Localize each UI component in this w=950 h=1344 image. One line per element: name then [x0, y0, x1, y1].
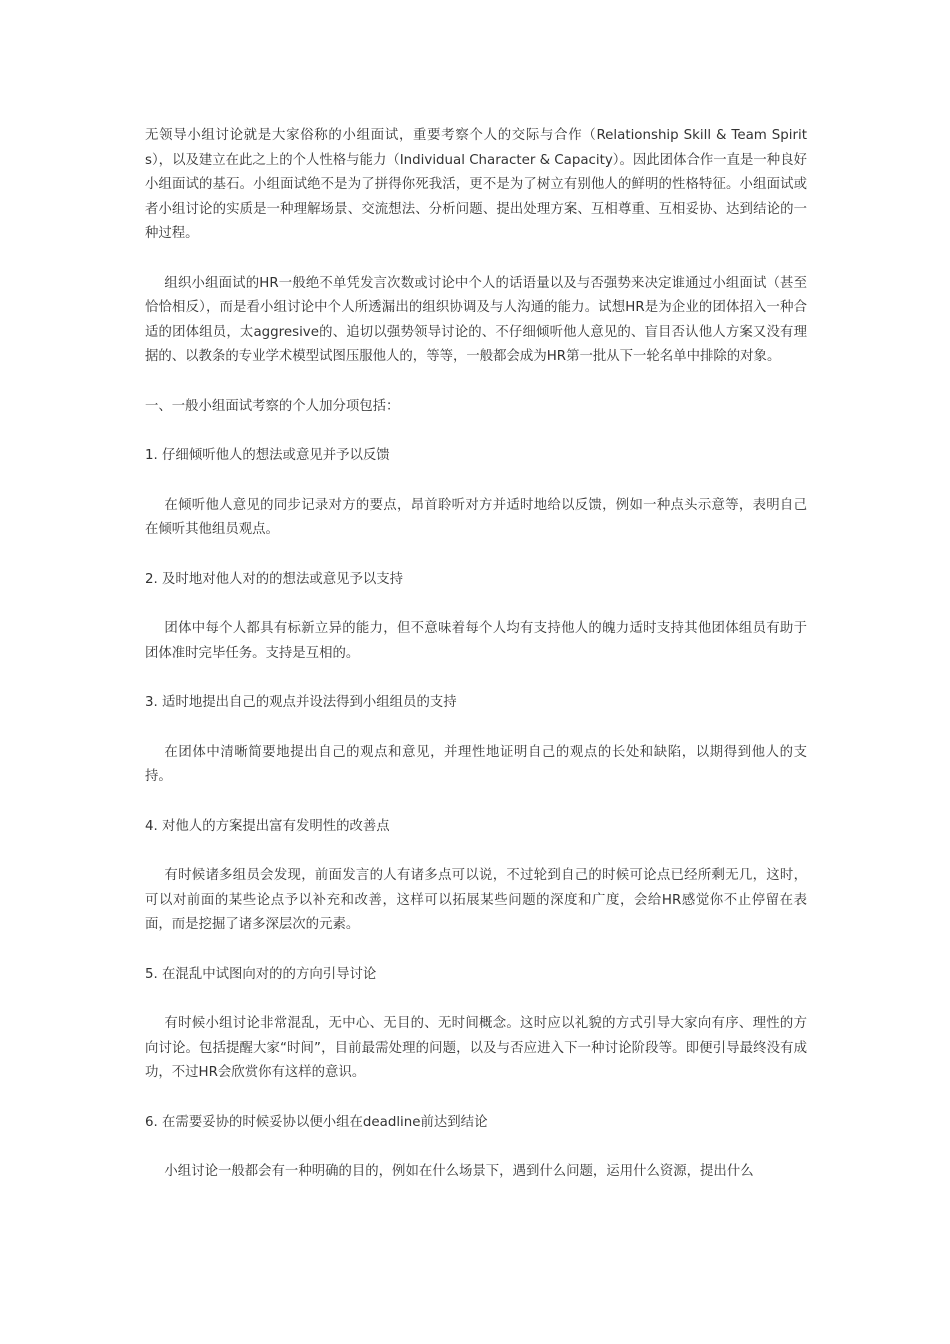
item-3-body: 在团体中清晰简要地提出自己的观点和意见，并理性地证明自己的观点的长处和缺陷，以期得到他人的支持。	[145, 744, 807, 784]
item-5-title: 5. 在混乱中试图向对的的方向引导讨论	[145, 966, 377, 982]
item-2-title: 2. 及时地对他人对的的想法或意见予以支持	[145, 571, 404, 587]
item-5-body: 有时候小组讨论非常混乱，无中心、无目的、无时间概念。这时应以礼貌的方式引导大家向有序、理性的方向讨论。包括提醒大家“时间”，目前最需处理的问题，以及与否应进入下一种讨论阶段等。即便引导最终没有成功，不过HR会欣赏你有这样的意识。	[145, 1016, 807, 1080]
item-2-body: 团体中每个人都具有标新立异的能力，但不意味着每个人均有支持他人的魄力适时支持其他团体组员有助于团体准时完毕任务。支持是互相的。	[145, 621, 807, 661]
section-heading: 一、一般小组面试考察的个人加分项包括：	[145, 398, 400, 414]
item-3-title: 3. 适时地提出自己的观点并设法得到小组组员的支持	[145, 695, 457, 710]
item-6-body: 小组讨论一般都会有一种明确的目的，例如在什么场景下，遇到什么问题，运用什么资源，提出什么	[164, 1164, 754, 1179]
item-1-title: 1. 仔细倾听他人的想法或意见并予以反馈	[145, 448, 390, 463]
item-4-title: 4. 对他人的方案提出富有发明性的改善点	[145, 818, 390, 834]
document-page	[145, 124, 807, 1185]
item-6-title: 6. 在需要妥协的时候妥协以便小组在deadline前达到结论	[145, 1114, 488, 1130]
item-4-body: 有时候诸多组员会发现，前面发言的人有诸多点可以说，不过轮到自己的时候可论点已经所剩无几，这时，可以对前面的某些论点予以补充和改善，这样可以拓展某些问题的深度和广度，会给HR感觉你不止停留在表面，而是挖掘了诸多深层次的元素。	[145, 868, 807, 932]
hr-paragraph: 组织小组面试的HR一般绝不单凭发言次数或讨论中个人的话语量以及与否强势来决定谁通过小组面试（甚至恰恰相反），而是看小组讨论中个人所透漏出的组织协调及与人沟通的能力。试想HR是为企业的团体招入一种合适的团体组员，太aggresive的、追切以强势领导讨论的、不仔细倾听他人意见的、盲目否认他人方案又没有理据的、以教条的专业学术模型试图压服他人的，等等，一般都会成为HR第一批从下一轮名单中排除的对象。	[145, 275, 807, 364]
item-1-body: 在倾听他人意见的同步记录对方的要点，昂首聆听对方并适时地给以反馈，例如一种点头示意等，表明自己在倾听其他组员观点。	[145, 497, 807, 537]
intro-paragraph: 无领导小组讨论就是大家俗称的小组面试，重要考察个人的交际与合作（Relationship Skill & Team Spirits），以及建立在此之上的个人性格与能力（Individual Character & Capacity）。因此团体合作一直是一种良好小组面试的基石。小组面试绝不是为了拼得你死我活，更不是为了树立有别他人的鲜明的性格特征。小组面试或者小组讨论的实质是一种理解场景、交流想法、分析问题、提出处理方案、互相尊重、互相妥协、达到结论的一种过程。	[145, 128, 807, 241]
